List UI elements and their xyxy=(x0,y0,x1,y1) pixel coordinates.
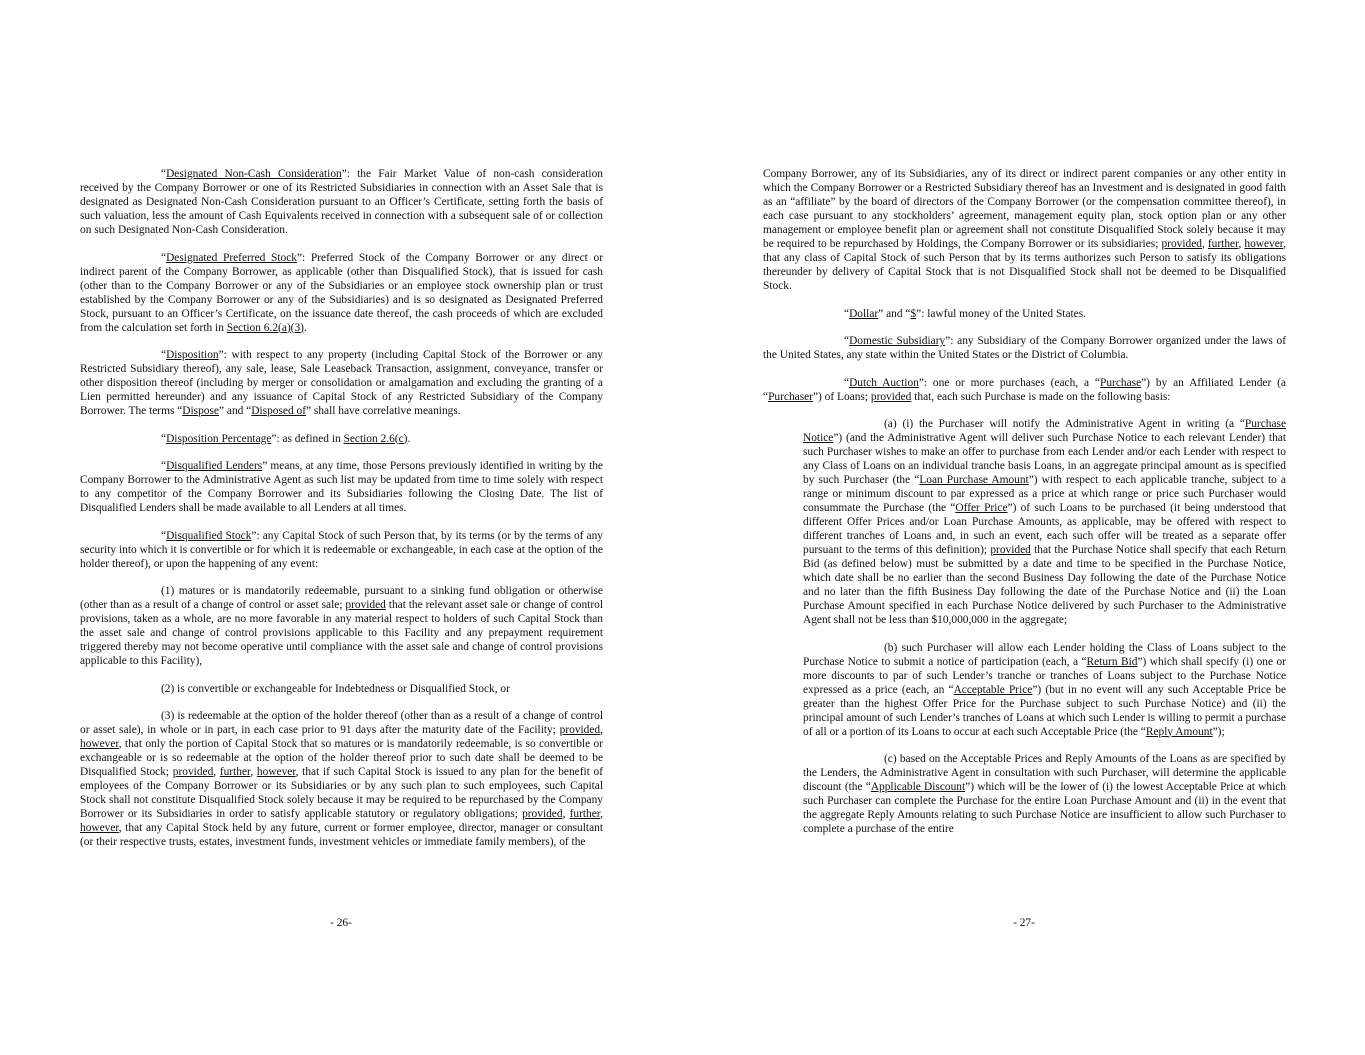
text: Company Borrower, any of its Subsidiaries, any of its direct or indirect parent companies or any other entity in which the Company Borrower or a Restricted Subsidiary thereof has an Investment and is designated in good faith as an “affiliate” by the board of directors of the Company Borrower (or the compensation committee thereof), in each case pursuant to any stockholders’ agreement, management equity plan, stock option plan or any other management or employee benefit plan or agreement shall not constitute Disqualified Stock solely because it may be required to be repurchased by Holdings, the Company Borrower or its subsidiaries; xyxy=(763,168,1286,250)
text: ”: with respect to any property (including Capital Stock of the Borrower or any Restricted Subsidiary thereof), any sale, lease, Sale Leaseback Transaction, assignment, conveyance, transfer or other disposition thereof (including by merger or consolidation or amalgamation and excluding the granting of a Lien permitted hereunder) and any issuance of Capital Stock of any Restricted Subsidiary of the Company Borrower. The terms “ xyxy=(80,349,603,417)
definition-designated-preferred-stock xyxy=(80,251,603,335)
emphasis: further xyxy=(1207,238,1239,250)
page-number: - 26- xyxy=(330,917,352,929)
definition-disposition-percentage xyxy=(80,432,603,446)
text: such Purchaser will allow each Lender holding the Class of Loans subject to the Purchase Notice to submit a notice of participation (each, a “ xyxy=(803,641,1286,668)
text: ” and “ xyxy=(878,307,911,320)
definition-domestic-subsidiary xyxy=(763,334,1286,362)
clause-label: (3) xyxy=(161,710,175,722)
text: ”: Preferred Stock of the Company Borrower or any direct or indirect parent of the Company Borrower, as applicable (other than Disqualified Stock), that is issued for cash (other than to the Company Borrower or any of the Subsidiaries or an employee stock ownership plan or trust established by the Company Borrower or any of the Subsidiaries) and is so designated as Designated Preferred Stock, pursuant to an Officer’s Certificate, on the issuance date thereof, the cash proceeds of which are excluded from the calculation set forth in xyxy=(80,251,603,334)
text: , xyxy=(1201,238,1208,250)
defined-term: Offer Price xyxy=(955,502,1008,514)
defined-term: Disqualified Lenders xyxy=(166,460,263,472)
text: is redeemable at the option of the holder thereof (other than as a result of a change of control or asset sale), in whole or in part, in each case prior to 91 days after the maturity date of the Facility; xyxy=(80,710,603,736)
text: “ xyxy=(161,349,167,361)
text: ”); xyxy=(1212,725,1225,738)
clause-c xyxy=(803,752,1286,836)
emphasis: further xyxy=(569,808,601,820)
text: , that only the portion of Capital Stock that so matures or is mandatorily redeemable, is so convertible or exchangeable or is so redeemable at the option of the holder thereof prior to such date shall be deemed to be Disqualified Stock; xyxy=(80,738,603,778)
emphasis: provided xyxy=(345,599,386,611)
emphasis: provided xyxy=(1161,238,1202,250)
text: ”: as defined in xyxy=(271,432,344,445)
clause-3 xyxy=(80,709,603,849)
clause-label: (2) xyxy=(161,682,175,695)
clause-label: (c) xyxy=(884,753,897,765)
text: , xyxy=(213,766,220,778)
text: that the relevant asset sale or change of control provisions, taken as a whole, are no more favorable in any material respect to holders of such Capital Stock than the asset sale and change of control provisions applicable to this Facility and any prepayment requirement triggered thereby may not become operative until compliance with the asset sale and change of control provisions applicable to this Facility), xyxy=(80,599,603,667)
defined-term: Dollar xyxy=(849,307,879,320)
page-number: - 27- xyxy=(1013,917,1035,929)
emphasis: however xyxy=(1244,238,1284,250)
text: . xyxy=(303,321,307,334)
defined-term: Domestic Subsidiary xyxy=(849,335,946,347)
section-reference: Section 2.6(c) xyxy=(343,432,408,445)
text: based on the Acceptable Prices and Reply Amounts of the Loans as are specified by the Lenders, the Administrative Agent in consultation with such Purchaser, will determine the applicable discount (the “ xyxy=(803,753,1286,793)
defined-term: Disposed of xyxy=(251,405,306,417)
text: “ xyxy=(844,376,850,389)
defined-term: Designated Preferred Stock xyxy=(166,251,297,264)
definition-dollar xyxy=(763,307,1286,321)
clause-1 xyxy=(80,584,603,668)
defined-term: $ xyxy=(910,307,917,320)
clause-label: (1) xyxy=(161,585,175,597)
text: ”: the Fair Market Value of non-cash consideration received by the Company Borrower or one of its Restricted Subsidiaries in connection with an Asset Sale that is designated as Designated Non-Cash Consideration pursuant to an Officer’s Certificate, setting forth the basis of such valuation, less the amount of Cash Equivalents received in connection with a subsequent sale of or collection on such Designated Non-Cash Consideration. xyxy=(80,168,603,236)
section-reference: Section 6.2(a)(3) xyxy=(226,321,304,334)
text: , xyxy=(1238,238,1245,250)
text: ”: any Capital Stock of such Person that, by its terms (or by the terms of any security into which it is convertible or for which it is redeemable or exchangeable, in each case at the option of the holder thereof), or upon the happening of any event: xyxy=(80,529,603,570)
defined-term: Purchaser xyxy=(768,390,813,403)
text: ”) which shall specify (i) one or more discounts to par of such Lender’s tranche or tranches of Loans subject to the Purchase Notice expressed as a price (each, an “ xyxy=(803,655,1286,696)
defined-term: Return Bid xyxy=(1086,655,1138,668)
text: ”) by an Affiliated Lender (a “ xyxy=(763,376,1286,403)
emphasis: provided xyxy=(559,724,601,736)
text: ”) with respect to each applicable tranche, subject to a range or minimum discount to par expressed as a price at which range or price such Purchaser would consummate the Purchase (the “ xyxy=(803,474,1286,514)
defined-term: Purchase Notice xyxy=(803,418,1287,444)
text: , xyxy=(600,808,603,820)
text: “ xyxy=(161,168,167,180)
defined-term: Applicable Discount xyxy=(870,781,966,793)
text: ” shall have correlative meanings. xyxy=(305,405,461,417)
emphasis: provided xyxy=(990,544,1031,556)
continued-paragraph xyxy=(763,167,1286,293)
text: “ xyxy=(844,307,850,320)
defined-term: Reply Amount xyxy=(1145,725,1213,738)
text: matures or is mandatorily redeemable, pursuant to a sinking fund obligation or otherwise (other than as a result of a change of control or asset sale; xyxy=(80,585,603,611)
text: , xyxy=(600,724,603,736)
text: . xyxy=(407,432,411,445)
defined-term: Acceptable Price xyxy=(953,683,1033,696)
defined-term: Dispose xyxy=(182,405,219,417)
emphasis: further xyxy=(219,766,251,778)
text: ”) which will be the lower of (i) the lowest Acceptable Price at which such Purchaser can complete the Purchase for the entire Loan Purchase Amount and (ii) in the event that the aggregate Reply Amounts relating to such Purchase Notice are insufficient to allow such Purchaser to complete a purchase of the entire xyxy=(803,781,1286,835)
text: , xyxy=(250,766,257,778)
definition-designated-non-cash-consideration xyxy=(80,167,603,237)
right-page xyxy=(763,167,1286,850)
defined-term: Designated Non-Cash Consideration xyxy=(166,168,342,180)
emphasis: however xyxy=(80,738,119,750)
defined-term: Loan Purchase Amount xyxy=(919,474,1029,486)
text: ”) (and the Administrative Agent will deliver such Purchase Notice to each relevant Lender) that such Purchaser wishes to make an offer to purchase from each Lender and/or each Lender with respect to any Class of Loans on an individual tranche basis Loans, in an aggregate principal amount as is specified by such Purchaser (the “ xyxy=(803,432,1286,486)
text: ”: any Subsidiary of the Company Borrower organized under the laws of the United States, any state within the United States or the District of Columbia. xyxy=(763,335,1286,361)
emphasis: provided xyxy=(870,390,912,403)
text: , xyxy=(562,808,570,820)
text: ” and “ xyxy=(218,405,252,417)
text: “ xyxy=(844,335,850,347)
text: ”) (but in no event will any such Acceptable Price be greater than the highest Offer Price for the Purchase subject to such Purchase Notice) and (ii) the principal amount of such Lender’s tranches of Loans at which such Lender is willing to permit a purchase of all or a portion of its Loans to occur at each such Acceptable Price (the “ xyxy=(803,683,1286,738)
defined-term: Purchase xyxy=(1100,376,1142,389)
clause-2 xyxy=(80,682,603,696)
text: “ xyxy=(161,251,167,264)
defined-term: Disposition Percentage xyxy=(166,432,272,445)
text: , that any class of Capital Stock of such Person that by its terms authorizes such Person to satisfy its obligations thereunder by delivery of Capital Stock that is not Disqualified Stock shall not be deemed to be Disqualified Stock. xyxy=(763,238,1286,292)
text: , that any Capital Stock held by any future, current or former employee, director, manager or consultant (or their respective trusts, estates, investment funds, investment vehicles or immediate family members), of the xyxy=(80,822,603,848)
definition-disqualified-lenders xyxy=(80,459,603,515)
clause-label: (b) xyxy=(884,641,898,654)
text: “ xyxy=(161,460,167,472)
text: ”: lawful money of the United States. xyxy=(916,307,1087,320)
text: ”) of such Loans to be purchased (it being understood that different Offer Prices and/or Loan Purchase Amounts, as applicable, may be offered with respect to different tranches of Loans and, in such an event, each such offer will be treated as a separate offer pursuant to the terms of this definition); xyxy=(803,502,1287,556)
text: that the Purchase Notice shall specify that each Return Bid (as defined below) must be submitted by a date and time to be specified in the Purchase Notice, which date shall be no earlier than the second Business Day following the date of the Purchase Notice and no later than the fifth Business Day following the date of the Purchase Notice and (ii) the Loan Purchase Amount specified in each Purchase Notice delivered by such Purchaser to the Administrative Agent shall not be less than $10,000,000 in the aggregate; xyxy=(803,544,1286,626)
defined-term: Disqualified Stock xyxy=(166,529,252,542)
emphasis: however xyxy=(256,766,296,778)
clause-b xyxy=(803,641,1286,739)
definition-dutch-auction xyxy=(763,376,1286,404)
text: (i) the Purchaser will notify the Administrative Agent in writing (a “ xyxy=(902,418,1245,430)
text: ”: one or more purchases (each, a “ xyxy=(918,376,1100,389)
emphasis: provided xyxy=(172,766,214,778)
text: “ xyxy=(161,529,167,542)
defined-term: Dutch Auction xyxy=(849,376,919,389)
text: ”) of Loans; xyxy=(812,390,871,403)
text: that, each such Purchase is made on the following basis: xyxy=(911,390,1171,403)
emphasis: provided xyxy=(522,808,563,820)
text: , that if such Capital Stock is issued to any plan for the benefit of employees of the Company Borrower or its Subsidiaries or by any such plan to such employees, such Capital Stock shall not constitute Disqualified Stock solely because it may be required to be repurchased by the Company Borrower or its Subsidiaries in order to satisfy applicable statutory or regulatory obligations; xyxy=(80,766,604,820)
defined-term: Disposition xyxy=(166,349,219,361)
definition-disposition xyxy=(80,348,603,418)
left-page xyxy=(80,167,603,863)
clause-a xyxy=(803,417,1286,627)
definition-disqualified-stock xyxy=(80,529,603,571)
text: “ xyxy=(161,432,167,445)
text: is convertible or exchangeable for Indebtedness or Disqualified Stock, or xyxy=(177,682,510,695)
emphasis: however xyxy=(80,822,119,834)
text: ” means, at any time, those Persons previously identified in writing by the Company Borrower to the Administrative Agent as such list may be updated from time to time solely with respect to any competitor of the Company Borrower and its Subsidiaries following the Closing Date. The list of Disqualified Lenders shall be made available to all Lenders at all times. xyxy=(80,460,603,514)
clause-label: (a) xyxy=(884,418,897,430)
